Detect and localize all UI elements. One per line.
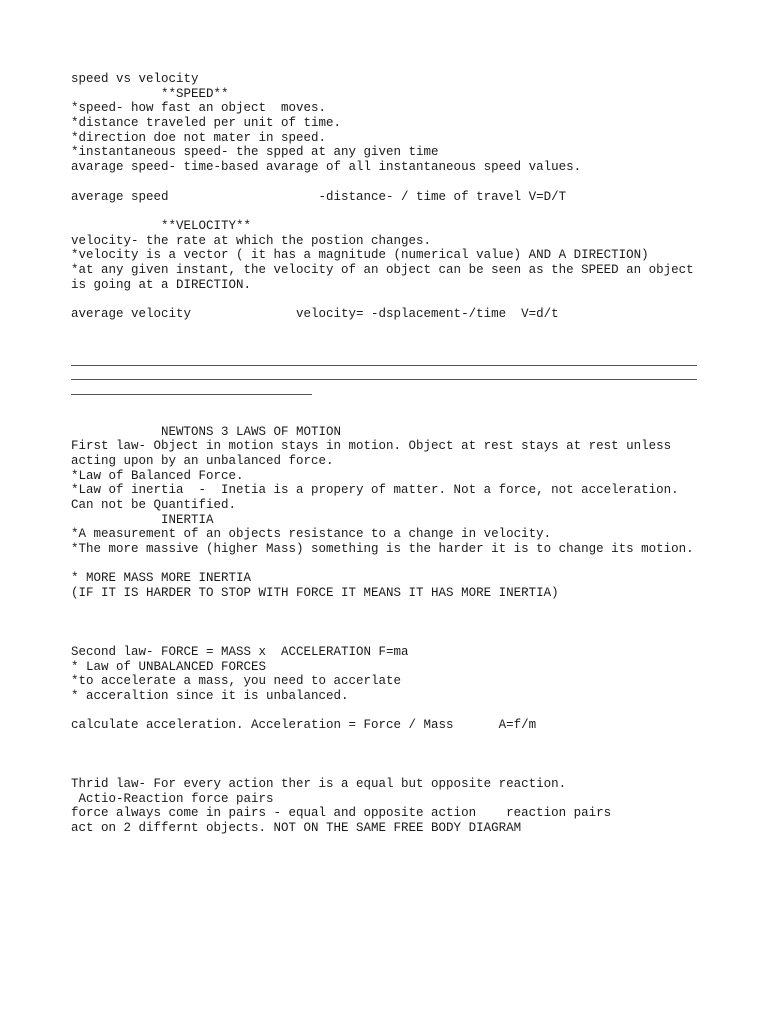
text-line: * Law of UNBALANCED FORCES <box>71 659 267 674</box>
blank-line <box>71 204 711 219</box>
blank-line <box>71 704 711 719</box>
blank-line <box>71 322 711 337</box>
text-line: *The more massive (higher Mass) something is the harder it is to change its motion. <box>71 542 694 556</box>
text-line: acting upon by an unbalanced force. <box>71 453 334 468</box>
text-line: speed vs velocity <box>71 72 199 86</box>
text-line: *speed- how fast an object moves. <box>71 101 327 116</box>
text-line: Actio-Reaction force pairs <box>71 791 274 806</box>
blank-line <box>71 733 711 748</box>
document-page <box>71 72 711 836</box>
text-line: *to accelerate a mass, you need to accerlate <box>71 674 402 689</box>
text-line: (IF IT IS HARDER TO STOP WITH FORCE IT MEANS IT HAS MORE INERTIA) <box>71 586 559 601</box>
text-line: average velocity velocity= -dsplacement-/time V=d/t <box>71 307 559 321</box>
section-heading-velocity: **VELOCITY** <box>71 218 252 233</box>
text-line: *Law of inertia - Inetia is a propery of matter. Not a force, not acceleration. <box>71 483 679 498</box>
text-line: is going at a DIRECTION. <box>71 277 252 292</box>
section-heading-speed: **SPEED** <box>71 86 229 101</box>
text-line: calculate acceleration. Acceleration = Force / Mass A=f/m <box>71 718 537 733</box>
blank-line <box>71 615 711 630</box>
blank-line <box>71 292 711 307</box>
text-line: Second law- FORCE = MASS x ACCELERATION F=ma <box>71 644 409 659</box>
blank-line <box>71 395 711 410</box>
text-line: First law- Object in motion stays in motion. Object at rest stays at rest unless <box>71 439 672 454</box>
text-line: *direction doe not mater in speed. <box>71 130 327 145</box>
text-line: avarage speed- time-based avarage of all instantaneous speed values. <box>71 160 582 175</box>
text-line: act on 2 differnt objects. NOT ON THE SAME FREE BODY DIAGRAM <box>71 821 522 836</box>
text-line: velocity- the rate at which the postion changes. <box>71 233 432 248</box>
text-line: Thrid law- For every action ther is a equal but opposite reaction. <box>71 777 567 791</box>
horizontal-rule <box>71 380 312 395</box>
text-line: * MORE MASS MORE INERTIA <box>71 571 252 586</box>
text-line: *distance traveled per unit of time. <box>71 116 342 131</box>
blank-line <box>71 748 711 763</box>
text-line: * acceraltion since it is unbalanced. <box>71 688 349 703</box>
text-line: *A measurement of an objects resistance to a change in velocity. <box>71 527 552 542</box>
text-line: average speed -distance- / time of travel V=D/T <box>71 189 567 204</box>
blank-line <box>71 410 711 425</box>
blank-line <box>71 557 711 572</box>
blank-line <box>71 175 711 190</box>
blank-line <box>71 601 711 616</box>
text-line: *velocity is a vector ( it has a magnitude (numerical value) AND A DIRECTION) <box>71 248 649 263</box>
section-heading-newtons-laws: NEWTONS 3 LAWS OF MOTION <box>71 424 342 439</box>
blank-line <box>71 630 711 645</box>
text-line: *instantaneous speed- the spped at any given time <box>71 145 439 160</box>
text-line: Can not be Quantified. <box>71 497 237 512</box>
text-line: *at any given instant, the velocity of an object can be seen as the SPEED an object <box>71 262 694 277</box>
horizontal-rule <box>71 351 697 366</box>
blank-line <box>71 762 711 777</box>
text-line: force always come in pairs - equal and opposite action reaction pairs <box>71 806 612 821</box>
blank-line <box>71 336 711 351</box>
horizontal-rule <box>71 366 697 381</box>
section-heading-inertia: INERTIA <box>71 512 214 527</box>
text-line: *Law of Balanced Force. <box>71 468 244 483</box>
